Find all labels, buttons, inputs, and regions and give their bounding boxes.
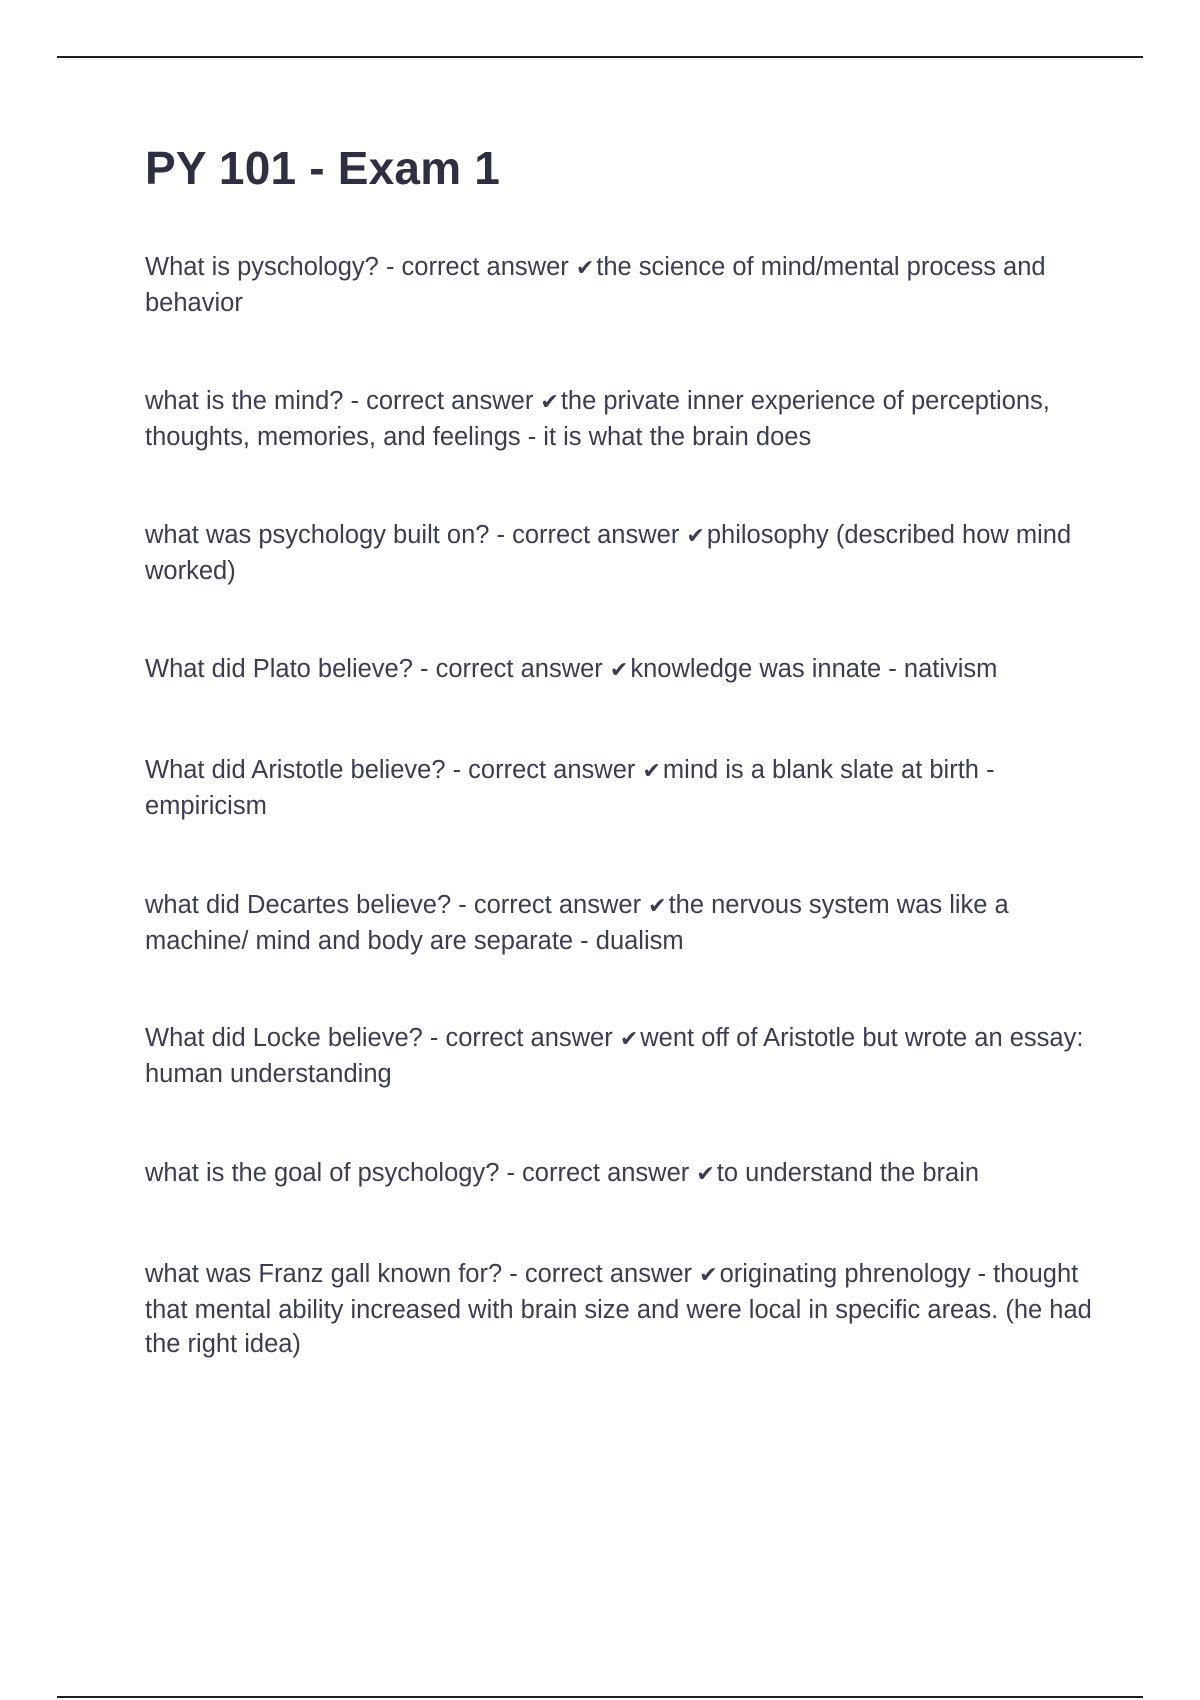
question-text: what is the mind? - correct answer <box>145 387 541 415</box>
checkmark-icon: ✔ <box>686 524 705 549</box>
question-text: what is the goal of psychology? - correct answer <box>145 1159 697 1187</box>
qa-item <box>145 518 1095 588</box>
checkmark-icon: ✔ <box>648 894 667 919</box>
qa-item <box>145 753 1095 823</box>
question-text: What did Aristotle believe? - correct answer <box>145 756 643 784</box>
answer-text: the nervous system was like a machine/ mind and body are separate - dualism <box>145 891 1009 955</box>
qa-item <box>145 384 1095 454</box>
checkmark-icon: ✔ <box>642 759 661 784</box>
qa-item <box>145 652 1095 688</box>
answer-text: the private inner experience of perceptions, thoughts, memories, and feelings - it is what the brain does <box>145 387 1050 451</box>
page-title: PY 101 - Exam 1 <box>145 142 501 194</box>
question-text: what was Franz gall known for? - correct answer <box>145 1260 700 1288</box>
answer-text: went off of Aristotle but wrote an essay: human understanding <box>145 1024 1084 1088</box>
answer-text: philosophy (described how mind worked) <box>145 521 1072 585</box>
question-text: What is pyschology? - correct answer <box>145 253 576 281</box>
question-text: What did Plato believe? - correct answer <box>145 655 610 683</box>
qa-item <box>145 1156 1095 1192</box>
checkmark-icon: ✔ <box>575 256 595 281</box>
answer-text: mind is a blank slate at birth - empiricism <box>145 756 995 820</box>
answer-text: to understand the brain <box>716 1159 980 1187</box>
checkmark-icon: ✔ <box>609 658 629 683</box>
answer-text: knowledge was innate - nativism <box>630 655 998 683</box>
answer-text: the science of mind/mental process and behavior <box>145 253 1046 317</box>
checkmark-icon: ✔ <box>699 1263 718 1288</box>
checkmark-icon: ✔ <box>619 1027 639 1052</box>
qa-item <box>145 1257 1095 1361</box>
answer-text: originating phrenology - thought that mental ability increased with brain size and were local in specific areas. (he had the right idea) <box>145 1260 1092 1358</box>
bottom-divider <box>57 1696 1143 1698</box>
top-divider <box>57 56 1143 58</box>
question-text: What did Locke believe? - correct answer <box>145 1024 620 1052</box>
qa-item <box>145 250 1095 320</box>
checkmark-icon: ✔ <box>540 390 559 415</box>
question-text: what was psychology built on? - correct answer <box>145 521 687 549</box>
qa-item <box>145 1021 1095 1091</box>
checkmark-icon: ✔ <box>696 1162 715 1187</box>
question-text: what did Decartes believe? - correct answer <box>145 891 649 919</box>
qa-item <box>145 888 1095 958</box>
